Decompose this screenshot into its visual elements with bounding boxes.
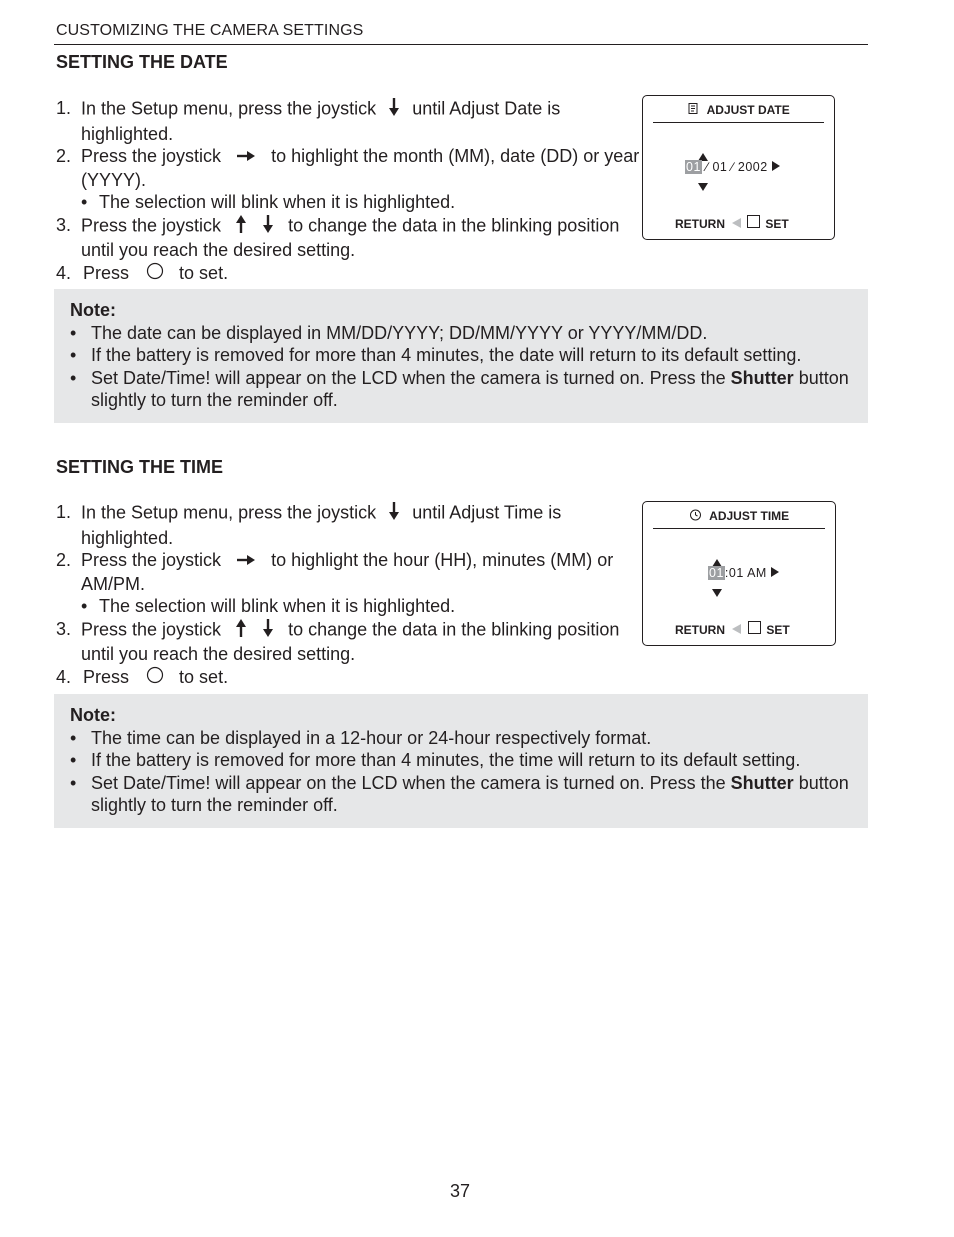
lcd-set — [748, 621, 790, 637]
lcd-return-label: RETURN — [675, 623, 725, 637]
bullet-dot: • — [70, 772, 77, 793]
lcd-highlight-field: 01 — [709, 566, 724, 580]
left-arrow-icon — [732, 217, 741, 231]
step-text: until Adjust Date is highlighted. — [81, 98, 561, 144]
date-step-2-bullet — [81, 191, 646, 214]
date-step-2 — [56, 145, 646, 191]
note-bold-text: Shutter — [730, 367, 794, 388]
down-arrow-icon — [712, 586, 722, 600]
joystick-down-icon — [261, 214, 275, 240]
note-text: The time can be displayed in a 12-hour or 24-hour respectively format. — [91, 727, 652, 748]
lcd-title-row — [653, 508, 825, 529]
bullet-dot: • — [70, 345, 77, 365]
step-text: Press the joystick — [81, 550, 222, 570]
step-text: In the Setup menu, press the joystick — [81, 98, 377, 119]
note-item — [70, 749, 856, 772]
step-number: 1. — [56, 98, 72, 118]
set-square-icon — [747, 217, 760, 231]
joystick-down-icon — [387, 97, 401, 123]
note-item — [70, 344, 856, 367]
bullet-dot: • — [70, 727, 77, 748]
step-text: to set. — [179, 262, 229, 283]
step-text: to set. — [179, 666, 229, 687]
time-step-1 — [56, 501, 646, 549]
step-text: Press the joystick — [81, 215, 222, 235]
step-text: to highlight the month (MM), date (DD) or year (YYYY). — [81, 146, 640, 190]
step-text: In the Setup menu, press the joystick — [81, 502, 377, 523]
right-arrow-icon — [772, 160, 780, 174]
date-step-4 — [56, 262, 646, 286]
bullet-dot: • — [70, 322, 77, 343]
time-step-2 — [56, 549, 646, 595]
time-step-4 — [56, 666, 646, 690]
step-number: 4. — [56, 262, 72, 283]
left-arrow-icon — [732, 623, 741, 637]
date-section-title: SETTING THE DATE — [56, 52, 228, 72]
clock-icon — [689, 510, 702, 524]
step-number: 1. — [56, 502, 72, 522]
note-title: Note: — [70, 300, 116, 320]
bullet-text: The selection will blink when it is highlighted. — [99, 192, 456, 212]
joystick-up-icon — [234, 214, 248, 240]
lcd-highlight-field: 01 — [686, 160, 701, 174]
bullet-dot: • — [70, 367, 77, 388]
lcd-date-value — [685, 160, 780, 174]
time-step-2-bullet — [81, 595, 646, 618]
bullet-dot: • — [70, 750, 77, 770]
date-note-box — [54, 289, 868, 423]
step-number: 2. — [56, 146, 72, 166]
note-item — [70, 367, 856, 412]
lcd-set-label: SET — [766, 623, 790, 637]
step-text: Press — [83, 262, 130, 283]
joystick-up-icon — [234, 618, 248, 644]
lcd-return — [675, 217, 741, 231]
note-text: If the battery is removed for more than 4 minutes, the time will return to its default setting. — [91, 750, 801, 770]
time-steps — [56, 501, 646, 690]
bullet-dot: • — [81, 192, 88, 212]
date-step-1 — [56, 97, 646, 145]
time-note-box — [54, 694, 868, 828]
lcd-return — [675, 623, 741, 637]
lcd-title: ADJUST TIME — [709, 509, 790, 523]
step-number: 3. — [56, 618, 72, 639]
joystick-down-icon — [261, 618, 275, 644]
note-text: button slightly to turn the reminder off. — [91, 772, 849, 815]
date-step-3 — [56, 214, 646, 262]
set-button-icon — [146, 262, 164, 286]
lcd-set — [747, 215, 789, 231]
note-item — [70, 772, 856, 817]
note-item — [70, 727, 856, 750]
bullet-dot: • — [81, 596, 88, 616]
step-text: Press the joystick — [81, 146, 222, 166]
lcd-value-rest: :01 AM — [724, 566, 767, 580]
header-rule — [54, 44, 868, 45]
note-text: If the battery is removed for more than 4 minutes, the date will return to its default setting. — [91, 345, 802, 365]
right-arrow-icon — [771, 566, 779, 580]
page-header: CUSTOMIZING THE CAMERA SETTINGS — [56, 22, 364, 39]
step-text: to highlight the hour (HH), minutes (MM) or AM/PM. — [81, 550, 614, 594]
calendar-icon — [687, 104, 699, 118]
lcd-set-label: SET — [765, 217, 789, 231]
note-bold-text: Shutter — [730, 772, 794, 793]
step-number: 4. — [56, 666, 72, 687]
note-text: The date can be displayed in MM/DD/YYYY; DD/MM/YYYY or YYYY/MM/DD. — [91, 322, 708, 343]
step-text: until Adjust Time is highlighted. — [81, 502, 562, 548]
lcd-return-label: RETURN — [675, 217, 725, 231]
time-section-title: SETTING THE TIME — [56, 457, 224, 477]
step-text: Press — [83, 666, 130, 687]
step-text: Press the joystick — [81, 619, 222, 639]
bullet-text: The selection will blink when it is highlighted. — [99, 596, 456, 616]
lcd-adjust-time — [642, 501, 836, 646]
step-text: to change the data in the blinking position until you reach the desired setting. — [81, 215, 620, 260]
date-steps — [56, 97, 646, 286]
lcd-adjust-date — [642, 95, 835, 240]
page-number: 37 — [449, 1181, 471, 1201]
set-button-icon — [146, 666, 164, 690]
time-step-3 — [56, 618, 646, 666]
note-text: button slightly to turn the reminder off. — [91, 367, 849, 410]
lcd-title: ADJUST DATE — [706, 103, 790, 117]
note-text: Set Date/Time! will appear on the LCD when the camera is turned on. Press the — [91, 772, 726, 793]
note-text: Set Date/Time! will appear on the LCD when the camera is turned on. Press the — [91, 367, 726, 388]
joystick-down-icon — [387, 501, 401, 527]
joystick-right-icon — [236, 146, 256, 169]
set-square-icon — [748, 623, 761, 637]
lcd-title-row — [653, 102, 824, 123]
step-number: 2. — [56, 550, 72, 570]
step-number: 3. — [56, 214, 72, 235]
joystick-right-icon — [236, 550, 256, 573]
down-arrow-icon — [698, 180, 708, 194]
note-title: Note: — [70, 705, 116, 725]
lcd-time-value — [708, 566, 779, 580]
lcd-value-rest: ∕ 01 ∕ 2002 — [705, 160, 768, 174]
note-item — [70, 322, 856, 345]
step-text: to change the data in the blinking position until you reach the desired setting. — [81, 619, 620, 664]
